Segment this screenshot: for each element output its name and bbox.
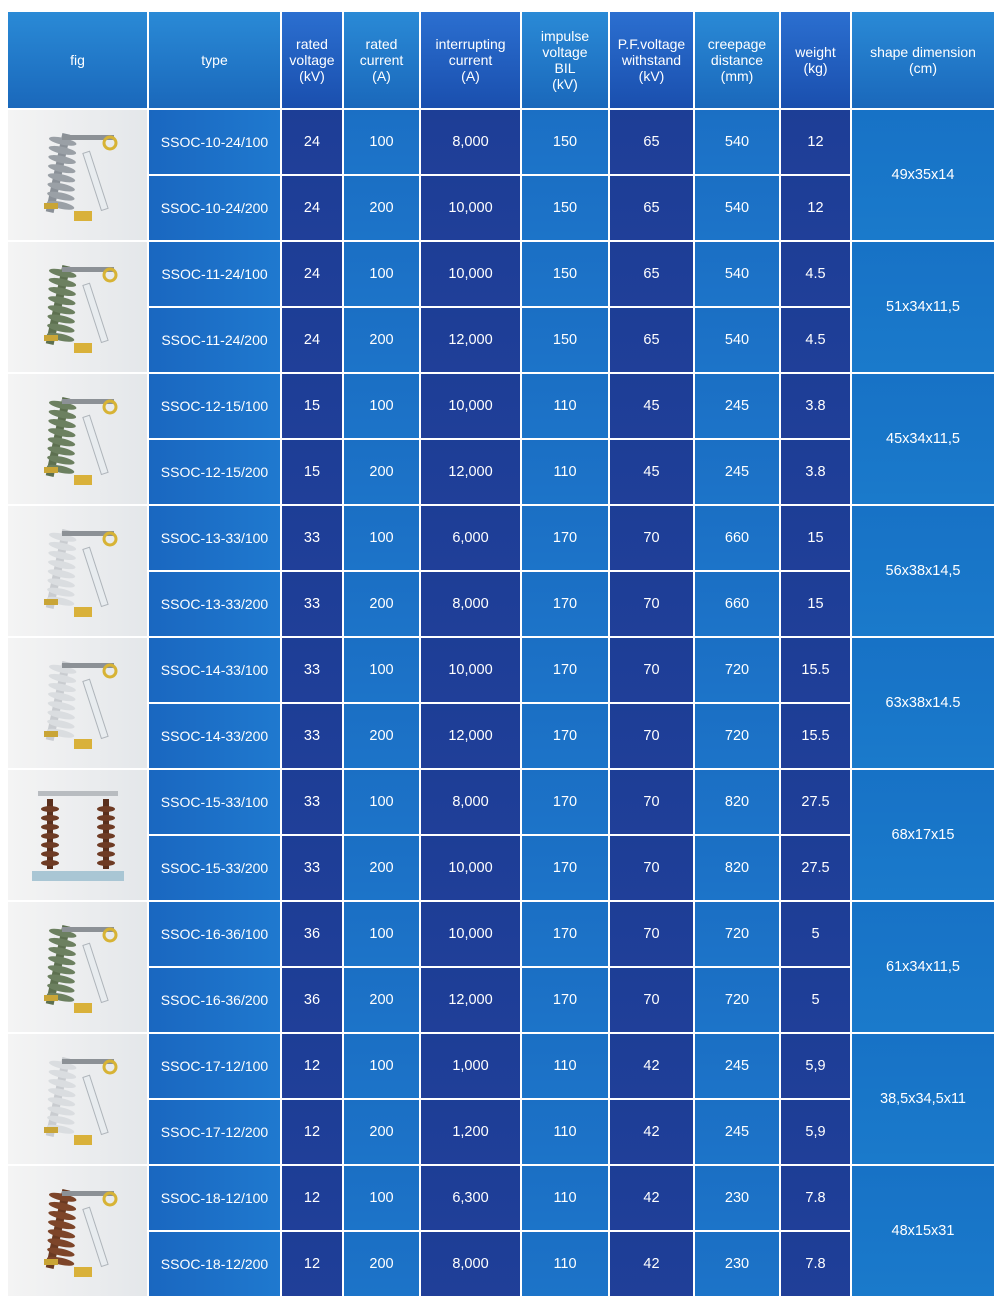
product-figure (8, 110, 147, 240)
cell-interrupting-current: 1,200 (421, 1100, 520, 1164)
table-row (8, 506, 994, 570)
brown-porcelain-cutout-icon (18, 1171, 138, 1291)
cell-type: SSOC-15-33/100 (149, 770, 280, 834)
cell-pf-voltage: 42 (610, 1100, 693, 1164)
cell-interrupting-current: 10,000 (421, 242, 520, 306)
cell-interrupting-current: 8,000 (421, 110, 520, 174)
cell-pf-voltage: 65 (610, 176, 693, 240)
cell-impulse-voltage: 110 (522, 1232, 608, 1296)
cell-pf-voltage: 42 (610, 1232, 693, 1296)
cell-creepage-distance: 245 (695, 440, 779, 504)
cell-impulse-voltage: 150 (522, 110, 608, 174)
cell-type: SSOC-11-24/200 (149, 308, 280, 372)
cell-rated-current: 200 (344, 1100, 419, 1164)
cell-type: SSOC-17-12/100 (149, 1034, 280, 1098)
cell-type: SSOC-13-33/200 (149, 572, 280, 636)
cell-type: SSOC-11-24/100 (149, 242, 280, 306)
cell-pf-voltage: 65 (610, 308, 693, 372)
table-row (8, 1034, 994, 1098)
cell-rated-current: 200 (344, 836, 419, 900)
cell-rated-current: 100 (344, 242, 419, 306)
cell-interrupting-current: 8,000 (421, 1232, 520, 1296)
cell-rated-current: 100 (344, 1034, 419, 1098)
cell-weight: 12 (781, 110, 850, 174)
header-interrupting-current: interrupting current (A) (421, 12, 520, 108)
cell-type: SSOC-16-36/200 (149, 968, 280, 1032)
cell-rated-voltage: 15 (282, 374, 342, 438)
cell-rated-current: 100 (344, 902, 419, 966)
cell-weight: 15.5 (781, 704, 850, 768)
header-fig: fig (8, 12, 147, 108)
cell-rated-voltage: 24 (282, 242, 342, 306)
cell-weight: 15 (781, 506, 850, 570)
cell-creepage-distance: 660 (695, 506, 779, 570)
cell-interrupting-current: 8,000 (421, 770, 520, 834)
cell-impulse-voltage: 170 (522, 506, 608, 570)
cell-rated-voltage: 12 (282, 1166, 342, 1230)
cell-rated-voltage: 12 (282, 1100, 342, 1164)
product-figure (8, 638, 147, 768)
cell-impulse-voltage: 170 (522, 704, 608, 768)
cell-rated-current: 200 (344, 440, 419, 504)
cell-pf-voltage: 70 (610, 968, 693, 1032)
cell-creepage-distance: 820 (695, 836, 779, 900)
cell-rated-voltage: 33 (282, 836, 342, 900)
cell-shape-dimension: 51x34x11,5 (852, 242, 994, 372)
cell-impulse-voltage: 170 (522, 638, 608, 702)
header-weight: weight (kg) (781, 12, 850, 108)
cell-type: SSOC-12-15/100 (149, 374, 280, 438)
header-impulse-voltage: impulse voltage BIL (kV) (522, 12, 608, 108)
cell-weight: 15 (781, 572, 850, 636)
cell-rated-current: 100 (344, 638, 419, 702)
table-row (8, 572, 994, 636)
cell-creepage-distance: 230 (695, 1232, 779, 1296)
cell-pf-voltage: 70 (610, 902, 693, 966)
cell-rated-voltage: 33 (282, 638, 342, 702)
cell-impulse-voltage: 150 (522, 176, 608, 240)
porcelain-cutout-icon (18, 643, 138, 763)
cell-interrupting-current: 6,000 (421, 506, 520, 570)
cell-creepage-distance: 245 (695, 374, 779, 438)
table-row (8, 110, 994, 174)
header-pf-voltage: P.F.voltage withstand (kV) (610, 12, 693, 108)
cell-pf-voltage: 70 (610, 638, 693, 702)
header-shape-dimension: shape dimension (cm) (852, 12, 994, 108)
cell-type: SSOC-16-36/100 (149, 902, 280, 966)
table-row (8, 1166, 994, 1230)
cell-weight: 15.5 (781, 638, 850, 702)
green-polymer-cutout-icon (18, 379, 138, 499)
cell-pf-voltage: 45 (610, 374, 693, 438)
cell-shape-dimension: 38,5x34,5x11 (852, 1034, 994, 1164)
cell-weight: 3.8 (781, 440, 850, 504)
table-row (8, 968, 994, 1032)
product-figure (8, 242, 147, 372)
green-polymer-cutout-icon (18, 247, 138, 367)
cell-pf-voltage: 42 (610, 1034, 693, 1098)
table-row (8, 704, 994, 768)
cell-type: SSOC-18-12/200 (149, 1232, 280, 1296)
cell-rated-current: 200 (344, 704, 419, 768)
cell-rated-current: 200 (344, 176, 419, 240)
cell-interrupting-current: 12,000 (421, 704, 520, 768)
cell-pf-voltage: 45 (610, 440, 693, 504)
cell-weight: 7.8 (781, 1232, 850, 1296)
cell-pf-voltage: 42 (610, 1166, 693, 1230)
cell-rated-voltage: 24 (282, 110, 342, 174)
cell-interrupting-current: 10,000 (421, 836, 520, 900)
cell-rated-current: 100 (344, 506, 419, 570)
cell-weight: 5 (781, 902, 850, 966)
cell-creepage-distance: 720 (695, 902, 779, 966)
cell-type: SSOC-14-33/200 (149, 704, 280, 768)
cell-creepage-distance: 720 (695, 638, 779, 702)
cell-impulse-voltage: 170 (522, 572, 608, 636)
cell-shape-dimension: 45x34x11,5 (852, 374, 994, 504)
cell-rated-current: 200 (344, 1232, 419, 1296)
table-row (8, 836, 994, 900)
cell-shape-dimension: 68x17x15 (852, 770, 994, 900)
table-row (8, 374, 994, 438)
cell-interrupting-current: 1,000 (421, 1034, 520, 1098)
cell-rated-current: 200 (344, 572, 419, 636)
cell-type: SSOC-13-33/100 (149, 506, 280, 570)
cell-weight: 5,9 (781, 1100, 850, 1164)
cell-impulse-voltage: 170 (522, 836, 608, 900)
cell-interrupting-current: 12,000 (421, 968, 520, 1032)
cell-shape-dimension: 61x34x11,5 (852, 902, 994, 1032)
cell-rated-voltage: 12 (282, 1232, 342, 1296)
cell-interrupting-current: 10,000 (421, 374, 520, 438)
cell-creepage-distance: 540 (695, 110, 779, 174)
cell-interrupting-current: 10,000 (421, 902, 520, 966)
cell-rated-current: 200 (344, 308, 419, 372)
product-figure (8, 770, 147, 900)
cell-rated-voltage: 24 (282, 176, 342, 240)
cell-creepage-distance: 540 (695, 308, 779, 372)
cell-impulse-voltage: 110 (522, 1034, 608, 1098)
spec-table-container (6, 10, 994, 1306)
cell-interrupting-current: 10,000 (421, 638, 520, 702)
cell-pf-voltage: 70 (610, 506, 693, 570)
cell-weight: 27.5 (781, 770, 850, 834)
cell-interrupting-current: 10,000 (421, 176, 520, 240)
cell-impulse-voltage: 110 (522, 1100, 608, 1164)
cell-shape-dimension: 56x38x14,5 (852, 506, 994, 636)
porcelain-cutout-icon (18, 511, 138, 631)
table-row (8, 176, 994, 240)
cell-rated-current: 100 (344, 1166, 419, 1230)
cell-pf-voltage: 70 (610, 836, 693, 900)
cell-impulse-voltage: 170 (522, 770, 608, 834)
cell-creepage-distance: 660 (695, 572, 779, 636)
cell-rated-current: 100 (344, 110, 419, 174)
cell-creepage-distance: 540 (695, 242, 779, 306)
cell-shape-dimension: 48x15x31 (852, 1166, 994, 1296)
header-creepage-distance: creepage distance (mm) (695, 12, 779, 108)
product-figure (8, 1166, 147, 1296)
green-polymer-cutout-icon (18, 907, 138, 1027)
cell-creepage-distance: 720 (695, 704, 779, 768)
cell-type: SSOC-10-24/200 (149, 176, 280, 240)
table-row (8, 902, 994, 966)
cell-interrupting-current: 12,000 (421, 308, 520, 372)
cell-type: SSOC-17-12/200 (149, 1100, 280, 1164)
product-figure (8, 374, 147, 504)
cell-impulse-voltage: 110 (522, 374, 608, 438)
cell-rated-voltage: 33 (282, 770, 342, 834)
cell-pf-voltage: 70 (610, 572, 693, 636)
cell-weight: 4.5 (781, 308, 850, 372)
table-row (8, 770, 994, 834)
cell-interrupting-current: 8,000 (421, 572, 520, 636)
cell-weight: 27.5 (781, 836, 850, 900)
cell-impulse-voltage: 110 (522, 440, 608, 504)
cell-weight: 7.8 (781, 1166, 850, 1230)
cell-rated-voltage: 36 (282, 902, 342, 966)
cell-creepage-distance: 540 (695, 176, 779, 240)
table-row (8, 638, 994, 702)
cell-impulse-voltage: 150 (522, 308, 608, 372)
cell-weight: 12 (781, 176, 850, 240)
cell-interrupting-current: 12,000 (421, 440, 520, 504)
grey-polymer-cutout-icon (18, 115, 138, 235)
porcelain-cutout-icon (18, 1039, 138, 1159)
cell-shape-dimension: 63x38x14.5 (852, 638, 994, 768)
cell-creepage-distance: 230 (695, 1166, 779, 1230)
cell-type: SSOC-18-12/100 (149, 1166, 280, 1230)
cell-rated-voltage: 33 (282, 506, 342, 570)
cell-impulse-voltage: 170 (522, 902, 608, 966)
header-rated-voltage: rated voltage (kV) (282, 12, 342, 108)
cell-rated-voltage: 24 (282, 308, 342, 372)
cell-rated-voltage: 33 (282, 572, 342, 636)
cell-weight: 3.8 (781, 374, 850, 438)
cell-weight: 5,9 (781, 1034, 850, 1098)
table-row (8, 1232, 994, 1296)
cell-rated-voltage: 12 (282, 1034, 342, 1098)
cell-type: SSOC-15-33/200 (149, 836, 280, 900)
cell-pf-voltage: 70 (610, 770, 693, 834)
cell-weight: 4.5 (781, 242, 850, 306)
cell-weight: 5 (781, 968, 850, 1032)
cell-pf-voltage: 65 (610, 110, 693, 174)
cell-type: SSOC-14-33/100 (149, 638, 280, 702)
header-row (8, 12, 994, 108)
product-figure (8, 902, 147, 1032)
product-figure (8, 506, 147, 636)
table-row (8, 308, 994, 372)
cell-rated-current: 100 (344, 374, 419, 438)
cell-impulse-voltage: 110 (522, 1166, 608, 1230)
cell-creepage-distance: 720 (695, 968, 779, 1032)
table-row (8, 440, 994, 504)
cell-rated-current: 100 (344, 770, 419, 834)
cell-rated-current: 200 (344, 968, 419, 1032)
cell-interrupting-current: 6,300 (421, 1166, 520, 1230)
cell-rated-voltage: 33 (282, 704, 342, 768)
table-row (8, 242, 994, 306)
cell-rated-voltage: 36 (282, 968, 342, 1032)
spec-table-body (8, 110, 994, 1296)
cell-creepage-distance: 820 (695, 770, 779, 834)
cell-creepage-distance: 245 (695, 1100, 779, 1164)
cell-rated-voltage: 15 (282, 440, 342, 504)
cell-shape-dimension: 49x35x14 (852, 110, 994, 240)
product-figure (8, 1034, 147, 1164)
table-row (8, 1100, 994, 1164)
double-insulator-cutout-icon (18, 775, 138, 895)
cell-pf-voltage: 65 (610, 242, 693, 306)
cell-pf-voltage: 70 (610, 704, 693, 768)
cell-type: SSOC-12-15/200 (149, 440, 280, 504)
fuse-cutout-spec-table (6, 10, 996, 1298)
header-rated-current: rated current (A) (344, 12, 419, 108)
cell-impulse-voltage: 150 (522, 242, 608, 306)
header-type: type (149, 12, 280, 108)
cell-creepage-distance: 245 (695, 1034, 779, 1098)
cell-impulse-voltage: 170 (522, 968, 608, 1032)
cell-type: SSOC-10-24/100 (149, 110, 280, 174)
